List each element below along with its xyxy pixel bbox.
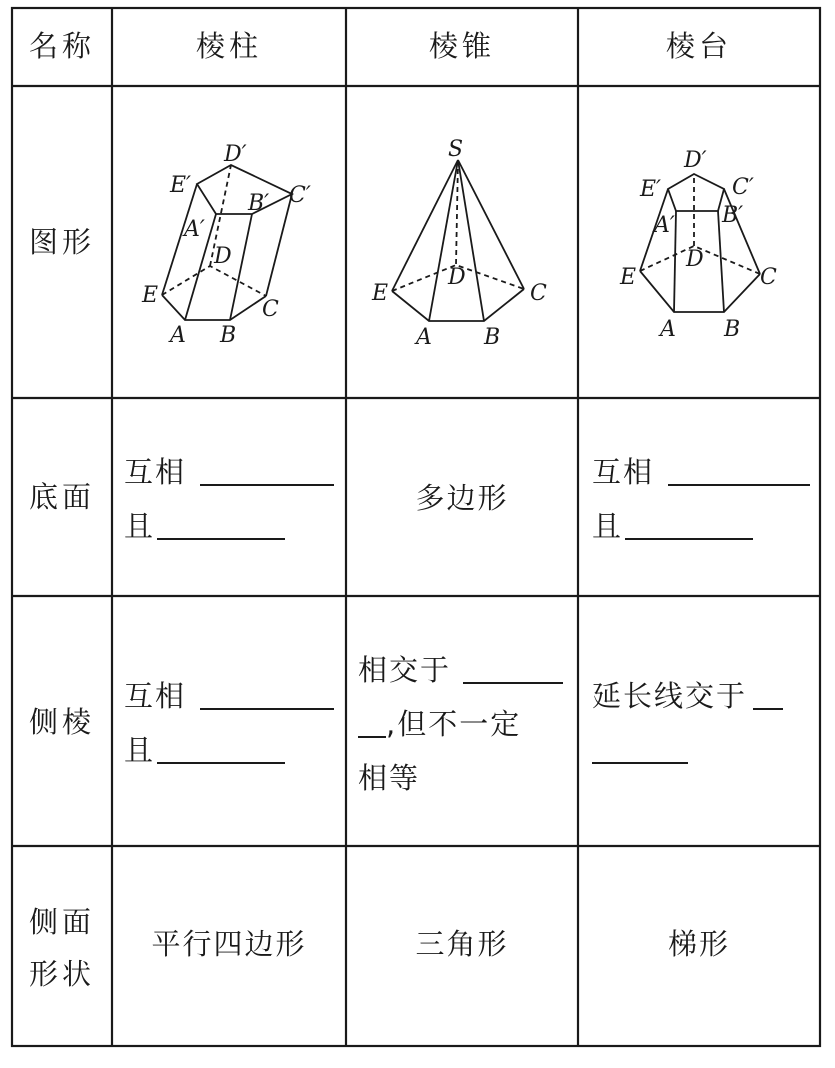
- frustum-base-blank2: [625, 508, 753, 540]
- prism-edges-blank2: [157, 732, 285, 764]
- pyramid-edges-line2: [358, 698, 521, 750]
- frustum-faces: 梯形: [667, 927, 730, 961]
- frustum-label-d: D: [686, 247, 704, 272]
- pyramid-label-b: B: [484, 325, 501, 350]
- pyramid-label-c: C: [530, 281, 547, 306]
- prism-label-b: B: [220, 323, 237, 348]
- frustum-edges-blank1: [753, 678, 783, 710]
- prism-label-e: E: [142, 283, 159, 308]
- prism-base-text1: 互相: [124, 455, 187, 489]
- header-pyramid: 棱锥: [428, 29, 495, 63]
- pyramid-edges-text2: ,但不一定: [386, 707, 522, 741]
- pyramid-edges-text1: 相交于: [358, 653, 452, 687]
- pyramid-edges-blank1: [463, 652, 563, 684]
- pyramid-label-d: D: [448, 265, 466, 290]
- prism-label-e-prime: E′: [170, 173, 192, 198]
- frustum-base-text2: 且: [592, 509, 624, 543]
- prism-edges-line2: [124, 724, 285, 776]
- frustum-base-blank1: [668, 454, 810, 486]
- row-label-figure: 图形: [28, 225, 95, 259]
- frustum-label-a-prime: A′: [654, 213, 675, 238]
- prism-edges-line1: [124, 670, 334, 722]
- prism-figure: [112, 86, 346, 398]
- prism-edges-blank1: [200, 678, 334, 710]
- header-name: 名称: [28, 29, 95, 63]
- frustum-edges-blank2: [592, 732, 688, 764]
- prism-base-text2: 且: [124, 509, 156, 543]
- frustum-label-a: A: [660, 317, 676, 342]
- row-label-base: 底面: [28, 480, 95, 514]
- frustum-label-b: B: [724, 317, 741, 342]
- pyramid-figure: [346, 86, 578, 398]
- prism-label-c: C: [262, 297, 279, 322]
- pyramid-label-s: S: [448, 137, 464, 162]
- prism-label-a-prime: A′: [184, 217, 205, 242]
- row-label-faces-2: 形状: [28, 957, 95, 991]
- prism-edges-text1: 互相: [124, 679, 187, 713]
- prism-edges-text2: 且: [124, 733, 156, 767]
- pyramid-label-a: A: [416, 325, 432, 350]
- pyramid-base: 多边形: [415, 481, 509, 515]
- frustum-label-e-prime: E′: [640, 177, 662, 202]
- frustum-base-line1: [592, 446, 810, 498]
- prism-base-line2: [124, 500, 285, 552]
- frustum-label-c-prime: C′: [732, 175, 754, 200]
- frustum-label-b-prime: B′: [722, 203, 744, 228]
- pyramid-edges-blank2: [358, 706, 386, 738]
- frustum-edges-text1: 延长线交于: [592, 679, 748, 713]
- prism-faces: 平行四边形: [151, 927, 307, 961]
- prism-label-b-prime: B′: [248, 191, 270, 216]
- frustum-label-d-prime: D′: [684, 148, 707, 173]
- prism-label-c-prime: C′: [289, 183, 311, 208]
- header-frustum: 棱台: [665, 29, 732, 63]
- header-prism: 棱柱: [195, 29, 262, 63]
- frustum-label-c: C: [760, 265, 777, 290]
- pyramid-faces: 三角形: [415, 927, 509, 961]
- frustum-base-text1: 互相: [592, 455, 655, 489]
- row-label-lateral-edges: 侧棱: [28, 705, 95, 739]
- frustum-label-e: E: [620, 265, 637, 290]
- pyramid-edges-line1: [358, 644, 563, 696]
- frustum-base-line2: [592, 500, 753, 552]
- prism-label-d-prime: D′: [224, 142, 247, 167]
- prism-base-blank1: [200, 454, 334, 486]
- prism-base-line1: [124, 446, 334, 498]
- prism-label-a: A: [170, 323, 186, 348]
- prism-label-d: D: [214, 244, 232, 269]
- frustum-edges-line2: [592, 724, 688, 776]
- row-label-faces-1: 侧面: [28, 905, 95, 939]
- frustum-edges-line1: [592, 670, 783, 722]
- pyramid-edges-line3: 相等: [358, 761, 421, 795]
- prism-base-blank2: [157, 508, 285, 540]
- pyramid-label-e: E: [372, 281, 389, 306]
- frustum-figure: [578, 86, 820, 398]
